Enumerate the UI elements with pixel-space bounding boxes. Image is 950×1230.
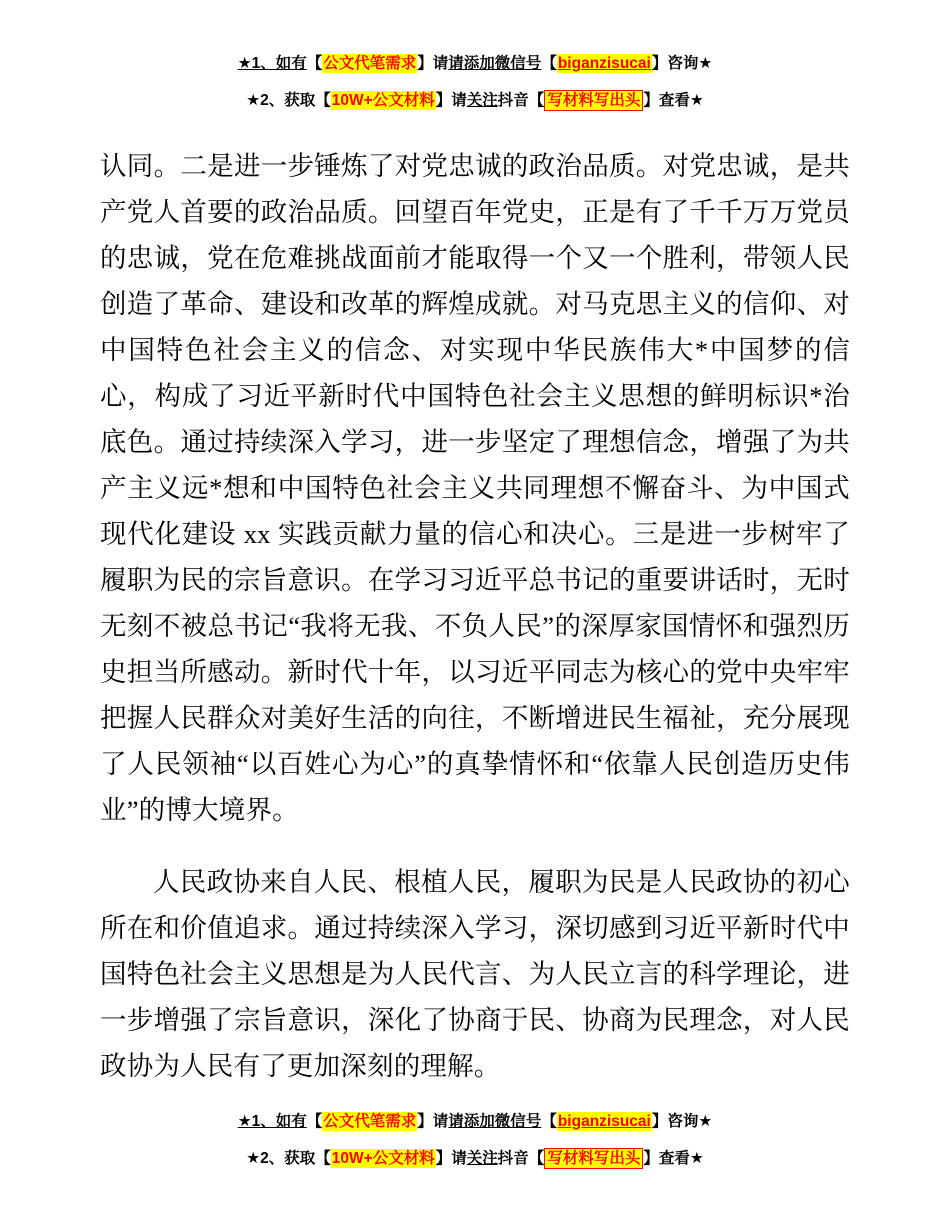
bracket-close-3: 】 (435, 92, 452, 110)
promo-mid-2-bottom: 请关注抖音 (451, 1149, 529, 1167)
bracket-open-2: 【 (541, 55, 557, 72)
promo-mid-underline: 请添加微信号 (448, 55, 542, 72)
paragraph-2: 人民政协来自人民、根植人民，履职为民是人民政协的初心所在和价值追求。通过持续深入学习，深切感到习近平新时代中国特色社会主义思想是为人民代言、为人民立言的科学理论，进一步增强了宗旨意识，深化了协商于民、协商为民理念，对人民政协为人民有了更加深刻的理解。 (100, 866, 850, 1081)
bracket-open-b3: 【 (315, 1149, 331, 1167)
promo-tag-douyin-account[interactable]: 写材料写出头 (544, 90, 643, 111)
promo-tag-ghostwriting: 公文代笔需求 (323, 55, 417, 72)
bracket-close-4: 】 (643, 92, 659, 110)
promo-mid-underline-bottom: 请添加微信号 (448, 1112, 542, 1130)
promo-tag-materials: 10W+公文材料 (331, 92, 435, 110)
promo-tag-douyin-account-bottom[interactable]: 写材料写出头 (544, 1148, 643, 1169)
promo-line-2-bottom (100, 1147, 850, 1170)
promo-line-1-bottom (100, 1110, 850, 1133)
promo-suffix-2: 查看★ (658, 92, 704, 110)
bracket-close-b4: 】 (643, 1149, 659, 1167)
document-body (100, 143, 850, 1089)
promo-prefix: ★1、如有 (237, 55, 307, 72)
bracket-close-b2: 】 (651, 1112, 668, 1130)
promo-mid: 请请添加微信号 (432, 55, 542, 72)
bracket-close: 】 (417, 55, 433, 72)
bracket-open-3: 【 (315, 92, 331, 110)
promo-line-2 (100, 89, 850, 112)
promo-suffix-2-bottom: 查看★ (658, 1149, 704, 1167)
bracket-open-b4: 【 (528, 1149, 545, 1167)
promo-prefix-bottom: ★1、如有 (237, 1112, 307, 1130)
bracket-close-b3: 】 (435, 1149, 452, 1167)
bracket-open-4: 【 (528, 92, 545, 110)
promo-mid-bottom: 请请添加微信号 (432, 1112, 542, 1130)
bracket-open-b1: 【 (306, 1112, 323, 1130)
bracket-close-2: 】 (651, 55, 668, 72)
promo-mid-2: 请关注抖音 (451, 92, 529, 110)
bracket-open-b2: 【 (541, 1112, 557, 1130)
promo-tag-materials-bottom: 10W+公文材料 (331, 1149, 435, 1167)
promo-tag-ghostwriting-bottom: 公文代笔需求 (323, 1112, 417, 1130)
promo-mid-follow: 关注 (466, 92, 498, 110)
bracket-open: 【 (306, 55, 323, 72)
promo-tag-wechat-id[interactable]: biganzisucai (557, 55, 651, 72)
promo-banner-bottom (100, 1110, 850, 1171)
promo-banner-top (100, 52, 850, 113)
promo-suffix-bottom: 咨询★ (667, 1112, 713, 1130)
promo-mid-follow-bottom: 关注 (466, 1149, 498, 1167)
promo-tag-wechat-id-bottom[interactable]: biganzisucai (557, 1112, 651, 1130)
promo-prefix-2-bottom: ★2、获取 (246, 1149, 316, 1167)
bracket-close-b1: 】 (417, 1112, 433, 1130)
promo-prefix-2: ★2、获取 (246, 92, 316, 110)
paragraph-1: 认同。二是进一步锤炼了对党忠诚的政治品质。对党忠诚，是共产党人首要的政治品质。回望百年党史，正是有了千千万万党员的忠诚，党在危难挑战面前才能取得一个又一个胜利，带领人民创造了革命、建设和改革的辉煌成就。对马克思主义的信仰、对中国特色社会主义的信念、对实现中华民族伟大*中国梦的信心，构成了习近平新时代中国特色社会主义思想的鲜明标识*治底色。通过持续深入学习，进一步坚定了理想信念，增强了为共产主义远*想和中国特色社会主义共同理想不懈奋斗、为中国式现代化建设 xx 实践贡献力量的信心和决心。三是进一步树牢了履职为民的宗旨意识。在学习习近平总书记的重要讲话时，无时无刻不被总书记“我将无我、不负人民”的深厚家国情怀和强烈历史担当所感动。新时代十年，以习近平同志为核心的党中央牢牢把握人民群众对美好生活的向往，不断增进民生福祉，充分展现了人民领袖“以百姓心为心”的真挚情怀和“依靠人民创造历史伟业”的博大境界。 (100, 150, 850, 825)
promo-suffix: 咨询★ (667, 55, 713, 72)
promo-line-1 (100, 52, 850, 75)
